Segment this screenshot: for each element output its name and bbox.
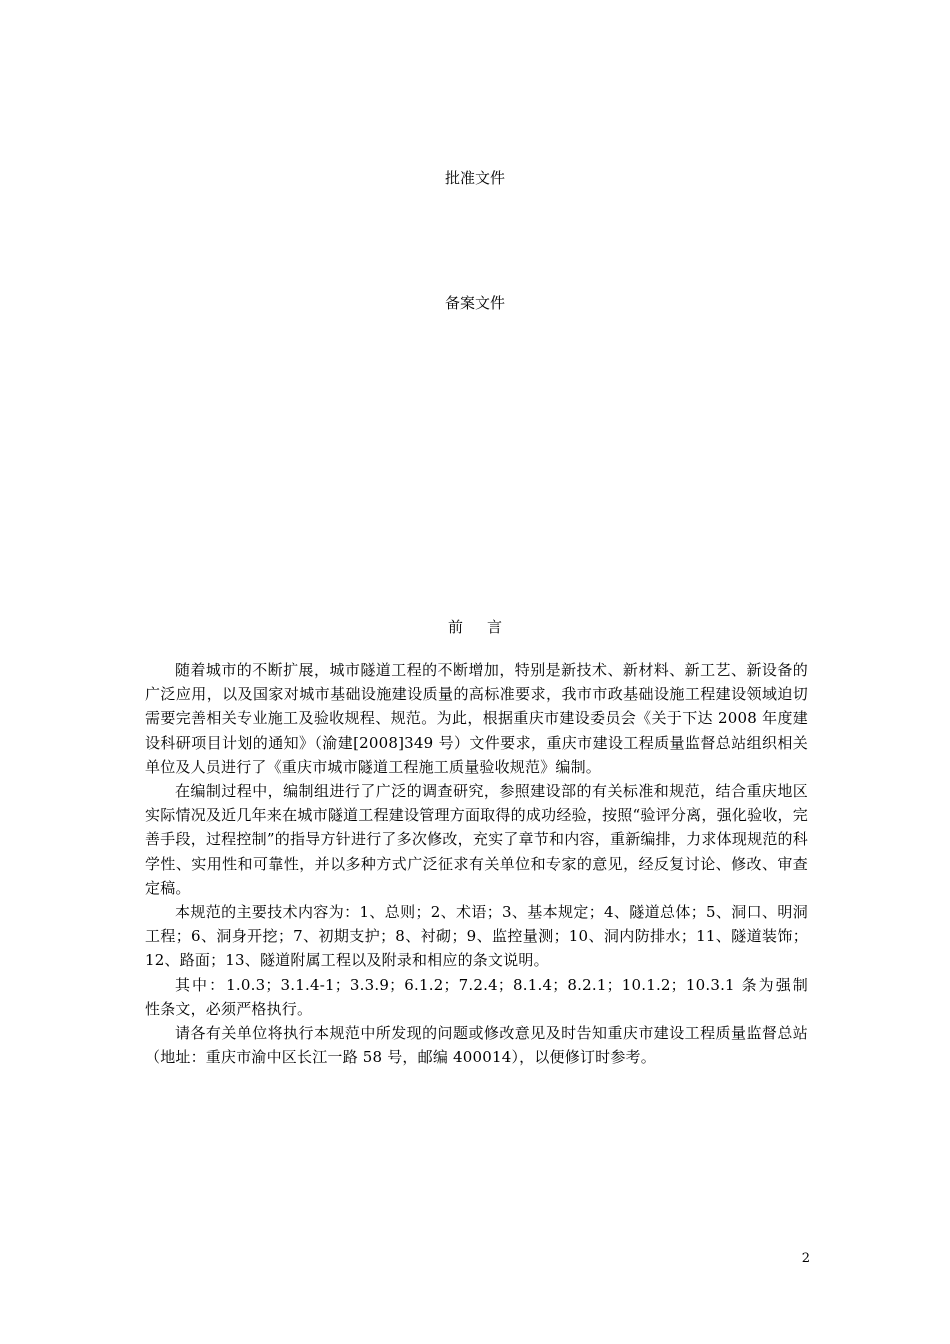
page-number: 2 (801, 1251, 810, 1266)
preface-paragraph-background: 随着城市的不断扩展，城市隧道工程的不断增加，特别是新技术、新材料、新工艺、新设备的广泛应用，以及国家对城市基础设施建设质量的高标准要求，我市市政基础设施工程建设领域迫切需要完善相关专业施工及验收规程、规范。为此，根据重庆市建设委员会《关于下达 2008 年度建设科研项目计划的通知》（渝建[2008]349 号）文件要求，重庆市建设工程质量监督总站组织相关单位及人员进行了《重庆市城市隧道工程施工质量验收规范》编制。 (145, 661, 808, 776)
preface-body (145, 658, 808, 1069)
preface-title-part1: 前 (447, 618, 463, 636)
preface-paragraph-mandatory-clauses: 其中：1.0.3；3.1.4-1；3.3.9；6.1.2；7.2.4；8.1.4；8.2.1；10.1.2；10.3.1 条为强制性条文，必须严格执行。 (145, 975, 808, 1018)
preface-title (0, 617, 950, 637)
preface-paragraph-contents: 本规范的主要技术内容为：1、总则；2、术语；3、基本规定；4、隧道总体；5、洞口、明洞工程；6、洞身开挖；7、初期支护；8、衬砌；9、监控量测；10、洞内防排水；11、隧道装饰；12、路面；13、隧道附属工程以及附录和相应的条文说明。 (145, 903, 808, 970)
preface-title-part2: 言 (487, 618, 503, 636)
preface-paragraph-process: 在编制过程中，编制组进行了广泛的调查研究，参照建设部的有关标准和规范，结合重庆地区实际情况及近几年来在城市隧道工程建设管理方面取得的成功经验，按照“验评分离，强化验收，完善手段，过程控制”的指导方针进行了多次修改，充实了章节和内容，重新编排，力求体现规范的科学性、实用性和可靠性，并以多种方式广泛征求有关单位和专家的意见，经反复讨论、修改、审查定稿。 (145, 782, 808, 897)
approval-documents-heading: 批准文件 (444, 169, 505, 187)
preface-paragraph-feedback: 请各有关单位将执行本规范中所发现的问题或修改意见及时告知重庆市建设工程质量监督总站（地址：重庆市渝中区长江一路 58 号，邮编 400014），以便修订时参考。 (145, 1024, 808, 1067)
filing-documents-heading: 备案文件 (444, 294, 505, 312)
